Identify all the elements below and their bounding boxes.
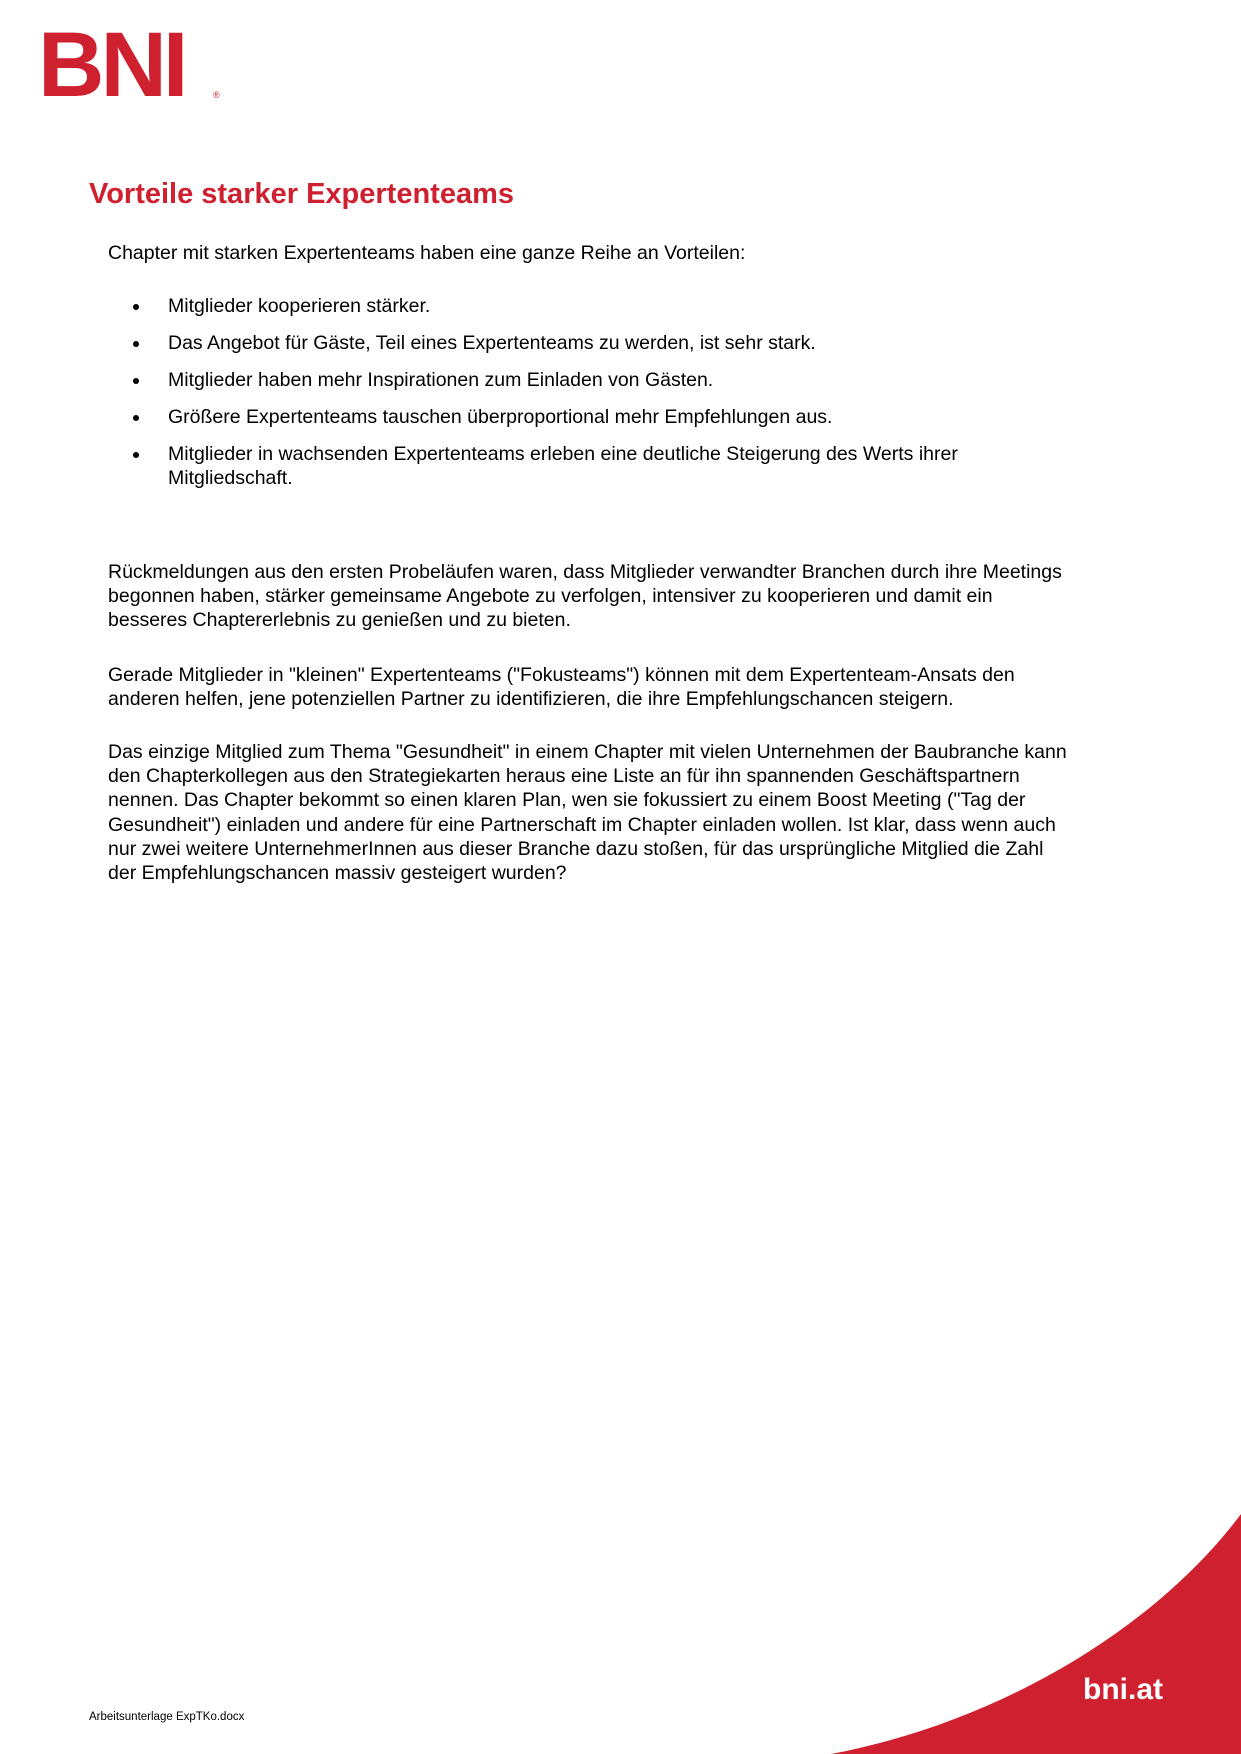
list-item: [108, 405, 1068, 429]
paragraph-feedback: Rückmeldungen aus den ersten Probeläufen waren, dass Mitglieder verwandter Branchen durch ihre Meetings begonnen haben, stärker gemeinsame Angebote zu verfolgen, intensiver zu kooperieren und damit ein besseres Chaptererlebnis zu genießen und zu bieten.: [108, 561, 1062, 632]
bullet-icon: [133, 341, 139, 347]
page-title: Vorteile starker Expertenteams: [89, 178, 515, 210]
paragraph-focus-teams: Gerade Mitglieder in "kleinen" Expertenteams ("Fokusteams") können mit dem Expertenteam-Ansats den anderen helfen, jene potenziellen Partner zu identifizieren, die ihre Empfehlungschancen steigern.: [108, 664, 1015, 711]
list-item-text: Das Angebot für Gäste, Teil eines Expertenteams zu werden, ist sehr stark.: [168, 332, 816, 354]
intro-text: Chapter mit starken Expertenteams haben eine ganze Reihe an Vorteilen:: [108, 242, 746, 264]
list-item: [108, 368, 1068, 392]
list-item: [108, 331, 1068, 355]
logo-registered-mark: ®: [213, 90, 220, 100]
list-item-text: Größere Expertenteams tauschen überproportional mehr Empfehlungen aus.: [168, 406, 833, 428]
bni-logo: [38, 28, 228, 102]
list-item-text: Mitglieder kooperieren stärker.: [168, 295, 431, 317]
benefits-list: [108, 294, 1068, 503]
logo-text: BNI: [38, 28, 185, 102]
bullet-icon: [133, 415, 139, 421]
list-item-text: Mitglieder haben mehr Inspirationen zum Einladen von Gästen.: [168, 369, 714, 391]
bullet-icon: [133, 452, 139, 458]
paragraph-example: Das einzige Mitglied zum Thema "Gesundheit" in einem Chapter mit vielen Unternehmen der Baubranche kann den Chapterkollegen aus den Strategiekarten heraus eine Liste an für ihn spannenden Geschäftspartnern nennen. Das Chapter bekommt so einen klaren Plan, wen sie fokussiert zu einem Boost Meeting ("Tag der Gesundheit") einladen und andere für eine Partnerschaft im Chapter einladen wollen. Ist klar, dass wenn auch nur zwei weitere UnternehmerInnen aus dieser Branche dazu stoßen, für das ursprüngliche Mitglied die Zahl der Empfehlungschancen massiv gesteigert wurden?: [108, 741, 1067, 885]
bullet-icon: [133, 304, 139, 310]
list-item: [108, 294, 1068, 318]
bullet-icon: [133, 378, 139, 384]
footer-url: bni.at: [1083, 1673, 1163, 1706]
list-item: [108, 442, 1068, 490]
footer-filename: Arbeitsunterlage ExpTKo.docx: [89, 1711, 245, 1723]
list-item-text: Mitglieder in wachsenden Expertenteams erleben eine deutliche Steigerung des Werts ihrer Mitgliedschaft.: [168, 443, 958, 489]
corner-swoosh-graphic: [801, 1514, 1241, 1754]
